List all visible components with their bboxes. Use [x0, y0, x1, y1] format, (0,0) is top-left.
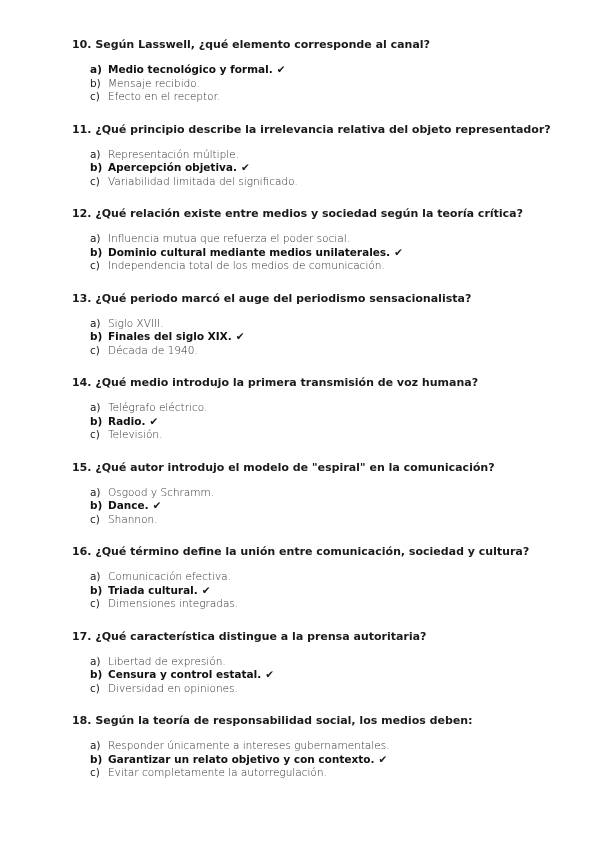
question-title: 15. ¿Qué autor introdujo el modelo de "espiral" en la comunicación?: [72, 460, 495, 474]
option-text: Shannon.: [108, 513, 158, 526]
question-block: [72, 545, 552, 612]
option-text: Comunicación efectiva.: [108, 571, 231, 583]
checkmark-icon: ✔: [201, 584, 211, 597]
option-text: Telégrafo eléctrico.: [108, 402, 208, 414]
answer-option: [72, 176, 552, 190]
option-text: Garantizar un relato objetivo y con contexto.: [108, 753, 375, 766]
answer-option: [72, 345, 552, 359]
checkmark-icon: ✔: [394, 246, 403, 259]
option-text: Responder únicamente a intereses gubernamentales.: [108, 740, 390, 752]
answer-option: [72, 754, 552, 768]
answer-option: [72, 162, 552, 176]
answer-option: [72, 500, 552, 514]
question-block: [72, 630, 552, 697]
option-text: Efecto en el receptor.: [108, 91, 221, 103]
option-letter: b): [90, 246, 103, 259]
option-text: Mensaje recibido.: [108, 77, 200, 90]
question-block: [72, 38, 552, 105]
option-text: Finales del siglo XIX.: [108, 331, 232, 343]
option-letter: c): [90, 260, 100, 272]
option-text: Radio.: [108, 415, 146, 428]
option-letter: b): [90, 77, 101, 90]
option-letter: c): [90, 682, 100, 695]
option-text: Televisión.: [108, 429, 163, 441]
option-text: Triada cultural.: [108, 584, 198, 597]
checkmark-icon: ✔: [149, 415, 159, 428]
checkmark-icon: ✔: [265, 669, 275, 681]
option-letter: c): [90, 344, 100, 357]
answer-option: [72, 514, 552, 528]
option-letter: b): [90, 669, 103, 681]
option-letter: c): [90, 767, 100, 779]
checkmark-icon: ✔: [276, 64, 286, 76]
option-letter: b): [90, 162, 103, 174]
question-title: 13. ¿Qué periodo marcó el auge del periodismo sensacionalista?: [72, 291, 472, 305]
option-letter: a): [90, 740, 101, 752]
option-letter: c): [90, 513, 100, 526]
option-letter: a): [90, 655, 101, 668]
option-text: Influencia mutua que refuerza el poder social.: [108, 233, 350, 245]
option-letter: c): [90, 598, 100, 610]
question-title: 11. ¿Qué principio describe la irrelevancia relativa del objeto representador?: [72, 122, 551, 136]
option-text: Libertad de expresión.: [108, 655, 226, 668]
option-text: Osgood y Schramm.: [108, 486, 215, 499]
question-title: 14. ¿Qué medio introdujo la primera transmisión de voz humana?: [72, 376, 479, 389]
answer-option: [72, 233, 552, 247]
option-letter: c): [90, 175, 100, 188]
answer-option: [72, 78, 552, 92]
option-letter: b): [90, 415, 103, 428]
option-letter: b): [90, 500, 103, 512]
option-letter: a): [90, 233, 101, 245]
answer-option: [72, 429, 552, 443]
option-letter: a): [90, 486, 101, 499]
option-text: Siglo XVIII.: [108, 317, 164, 330]
option-text: Representación múltiple.: [108, 148, 239, 161]
option-letter: b): [90, 753, 103, 766]
option-letter: a): [90, 317, 101, 330]
question-title: 17. ¿Qué característica distingue a la prensa autoritaria?: [72, 629, 427, 643]
question-title: 16. ¿Qué término define la unión entre comunicación, sociedad y cultura?: [72, 545, 530, 558]
option-letter: a): [90, 402, 101, 414]
answer-option: [72, 416, 552, 430]
option-text: Evitar completamente la autorregulación.: [108, 767, 327, 779]
option-letter: c): [90, 91, 100, 103]
answer-option: [72, 669, 552, 683]
answer-option: [72, 331, 552, 345]
option-text: Apercepción objetiva.: [108, 162, 237, 174]
question-block: [72, 376, 552, 443]
answer-option: [72, 767, 552, 781]
option-text: Dimensiones integradas.: [108, 598, 239, 610]
answer-option: [72, 487, 552, 501]
answer-option: [72, 402, 552, 416]
option-letter: c): [90, 429, 100, 441]
checkmark-icon: ✔: [152, 500, 162, 512]
answer-option: [72, 740, 552, 754]
question-block: [72, 292, 552, 359]
option-text: Independencia total de los medios de comunicación.: [108, 260, 385, 272]
question-title: 18. Según la teoría de responsabilidad social, los medios deben:: [72, 714, 473, 727]
answer-option: [72, 585, 552, 599]
option-text: Variabilidad limitada del significado.: [108, 175, 298, 188]
answer-option: [72, 571, 552, 585]
answer-option: [72, 64, 552, 78]
answer-option: [72, 91, 552, 105]
option-text: Dance.: [108, 500, 149, 512]
option-letter: b): [90, 584, 103, 597]
answer-option: [72, 683, 552, 697]
option-letter: a): [90, 64, 102, 76]
question-title: 10. Según Lasswell, ¿qué elemento corresponde al canal?: [72, 38, 430, 51]
answer-option: [72, 149, 552, 163]
option-letter: b): [90, 331, 103, 343]
checkmark-icon: ✔: [235, 331, 245, 343]
option-text: Década de 1940.: [108, 344, 198, 357]
checkmark-icon: ✔: [378, 753, 388, 766]
question-block: [72, 207, 552, 274]
checkmark-icon: ✔: [240, 162, 250, 174]
answer-option: [72, 260, 552, 274]
question-block: [72, 123, 552, 190]
question-title: 12. ¿Qué relación existe entre medios y sociedad según la teoría crítica?: [72, 207, 523, 220]
answer-option: [72, 247, 552, 261]
answer-option: [72, 318, 552, 332]
option-text: Diversidad en opiniones.: [108, 682, 238, 695]
option-text: Censura y control estatal.: [108, 669, 262, 681]
option-text: Medio tecnológico y formal.: [108, 64, 273, 76]
question-block: [72, 461, 552, 528]
question-block: [72, 714, 552, 781]
option-text: Dominio cultural mediante medios unilaterales.: [108, 246, 391, 259]
quiz-page: [72, 38, 552, 799]
answer-option: [72, 656, 552, 670]
answer-option: [72, 598, 552, 612]
option-letter: a): [90, 571, 101, 583]
option-letter: a): [90, 148, 101, 161]
